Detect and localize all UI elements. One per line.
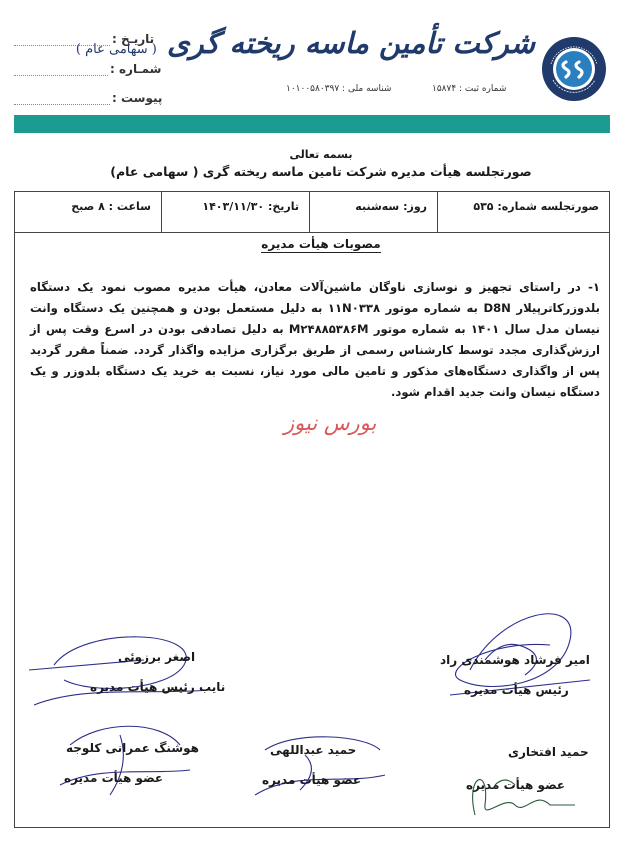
attachment-field-line: [14, 104, 110, 105]
company-name-text: شرکت تأمین ماسه ریخته گری: [166, 26, 535, 60]
session-number: صورتجلسه شماره: ۵۳۵: [437, 192, 609, 232]
signatory-title-chairman: رئیس هیأت مدیره: [464, 683, 569, 697]
signature-member-omrani: [40, 715, 200, 815]
date-field-line: [14, 45, 110, 46]
session-info-table: [14, 191, 610, 233]
signatory-name-eftekhari: حمید افتخاری: [508, 745, 589, 759]
registration-number: شماره ثبت : ۱۵۸۷۴: [432, 84, 507, 94]
signatory-name-vice-chairman: اصغر برزوئی: [118, 650, 196, 664]
national-id: شناسه ملی : ۱۰۱۰۰۵۸۰۳۹۷: [286, 84, 392, 94]
number-field-line: [14, 75, 108, 76]
signatory-title-omrani: عضو هیأت مدیره: [64, 771, 164, 785]
company-logo: [541, 36, 607, 102]
signatory-title-abdollahi: عضو هیأت مدیره: [262, 773, 362, 787]
signatory-title-eftekhari: عضو هیأت مدیره: [466, 778, 566, 792]
attachment-field-label: پیوست :: [112, 91, 163, 105]
session-date: تاریخ: ۱۴۰۳/۱۱/۳۰: [161, 192, 309, 232]
date-field-label: تاریـخ :: [112, 32, 155, 46]
minutes-title: صورتجلسه هیأت مدیره شرکت تامین ماسه ریخته گری ( سهامی عام): [110, 164, 532, 179]
signatory-title-vice-chairman: نایب رئیس هیأت مدیره: [90, 680, 226, 694]
watermark-stamp: بورس نیوز: [284, 411, 377, 435]
header-band: [14, 115, 610, 133]
session-time: ساعت : ۸ صبح: [71, 200, 151, 213]
signatory-name-abdollahi: حمید عبداللهی: [270, 743, 357, 757]
company-type: ( سهامی عام ): [75, 42, 157, 57]
session-day: روز: سه‌شنبه: [309, 192, 437, 232]
resolutions-heading: [0, 237, 642, 251]
signature-member-abdollahi: [245, 725, 395, 815]
resolutions-heading-text: مصوبات هیأت مدیره: [261, 237, 381, 251]
resolution-paragraph: ۱- در راستای تجهیز و نوسازی ناوگان ماشین‌آلات معادن، هیأت مدیره مصوب نمود یک دستگاه بلدوزرکاترپیلار D8N به شماره موتور ۱۱N۰۳۳۸ به دلیل مستعمل بودن و همچنین یک دستگاه وانت نیسان مدل سال ۱۴۰۱ به شماره موتور M۲۴۸۸۵۳۸۶M به دلیل تصادفی بودن در اسرع وقت پس از ارزش‌گذاری مجدد توسط کارشناس رسمی از طریق برگزاری مزایده واگذار گردد. ضمناً مقرر گردید پس از واگذاری دستگاه‌های مذکور و تامین مالی مورد نیاز، نسبت به خرید یک دستگاه بلدوزر و یک دستگاه نیسان وانت جدید اقدام شود.: [30, 280, 600, 399]
signatory-name-omrani: هوشنگ عمرانی کلوجه: [66, 741, 199, 755]
signature-vice-chairman: [24, 625, 214, 715]
number-field-label: شمـاره :: [110, 62, 162, 76]
signatory-name-chairman: امیر فرشاد هوشمندی راد: [440, 653, 590, 667]
basmala: بسمه تعالی: [289, 148, 353, 161]
